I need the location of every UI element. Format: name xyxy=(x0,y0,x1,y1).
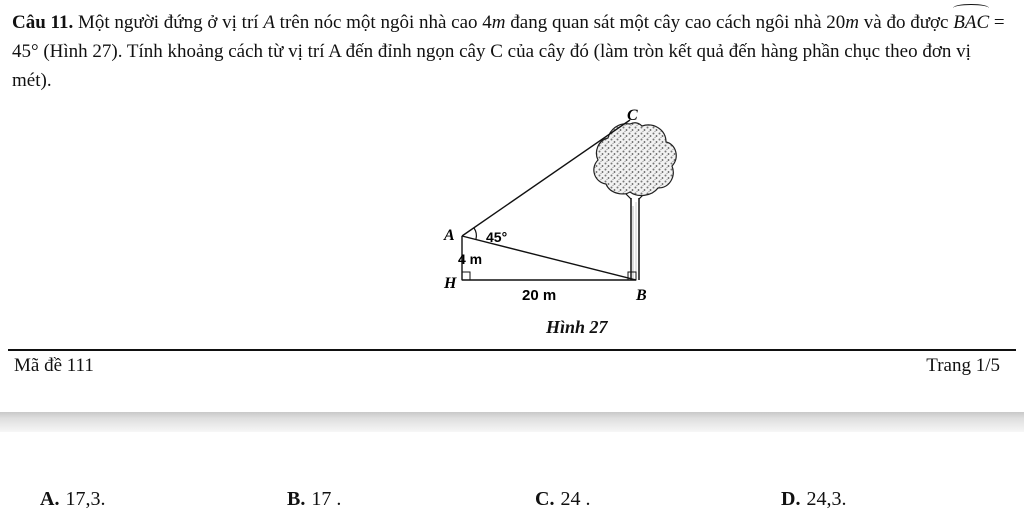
footer-divider xyxy=(8,349,1016,351)
height-label: 4 m xyxy=(458,251,483,267)
question-text-part: (Hình 27). Tính khoảng cách từ vị trí A đến đỉnh ngọn cây C của cây đó (làm tròn kết quả đến hàng phần chục theo đơn vị mét). xyxy=(12,41,971,91)
answer-letter: C. xyxy=(535,488,555,510)
answer-letter: A. xyxy=(40,488,60,510)
angle-label: 45° xyxy=(486,229,508,245)
height-unit: m xyxy=(491,12,506,33)
geometry-figure xyxy=(430,96,690,311)
question-text-part: Một người đứng ở vị trí xyxy=(78,12,259,33)
label-b: B xyxy=(636,287,647,304)
height-value: 4 xyxy=(482,12,492,33)
question-text xyxy=(12,8,1012,95)
page-number: Trang 1/5 xyxy=(926,355,1000,376)
label-c: C xyxy=(627,107,638,124)
angle-arc xyxy=(474,228,476,239)
tree-crown xyxy=(594,123,676,196)
distance-unit: m xyxy=(845,12,860,33)
question-number: Câu 11. xyxy=(12,12,74,33)
answer-letter: D. xyxy=(781,488,801,510)
label-h: H xyxy=(444,275,457,292)
answer-value: 17,3. xyxy=(65,488,106,510)
question-text-part: và đo được xyxy=(863,12,949,33)
angle-name: BAC xyxy=(953,8,989,37)
figure-caption: Hình 27 xyxy=(546,317,608,337)
answer-option-c xyxy=(535,488,590,511)
tree-trunk xyxy=(620,186,652,280)
page-gap xyxy=(0,412,1024,432)
answer-option-d xyxy=(781,488,846,511)
question-text-part: đang quan sát một cây cao cách ngôi nhà xyxy=(510,12,822,33)
answer-letter: B. xyxy=(287,488,306,510)
answer-value: 24 . xyxy=(560,488,591,510)
answer-option-b xyxy=(287,488,341,511)
question-text-part: trên nóc một ngôi nhà cao xyxy=(279,12,478,33)
label-a: A xyxy=(444,227,455,244)
answer-value: 24,3. xyxy=(806,488,847,510)
answer-value: 17 . xyxy=(311,488,342,510)
angle-value: = 45° xyxy=(12,12,1005,62)
point-a-symbol: A xyxy=(263,12,275,33)
base-label: 20 m xyxy=(522,287,557,304)
answer-option-a xyxy=(40,488,105,511)
right-angle-mark-h xyxy=(462,272,470,280)
exam-code: Mã đề 111 xyxy=(14,355,94,376)
distance-value: 20 xyxy=(826,12,846,33)
